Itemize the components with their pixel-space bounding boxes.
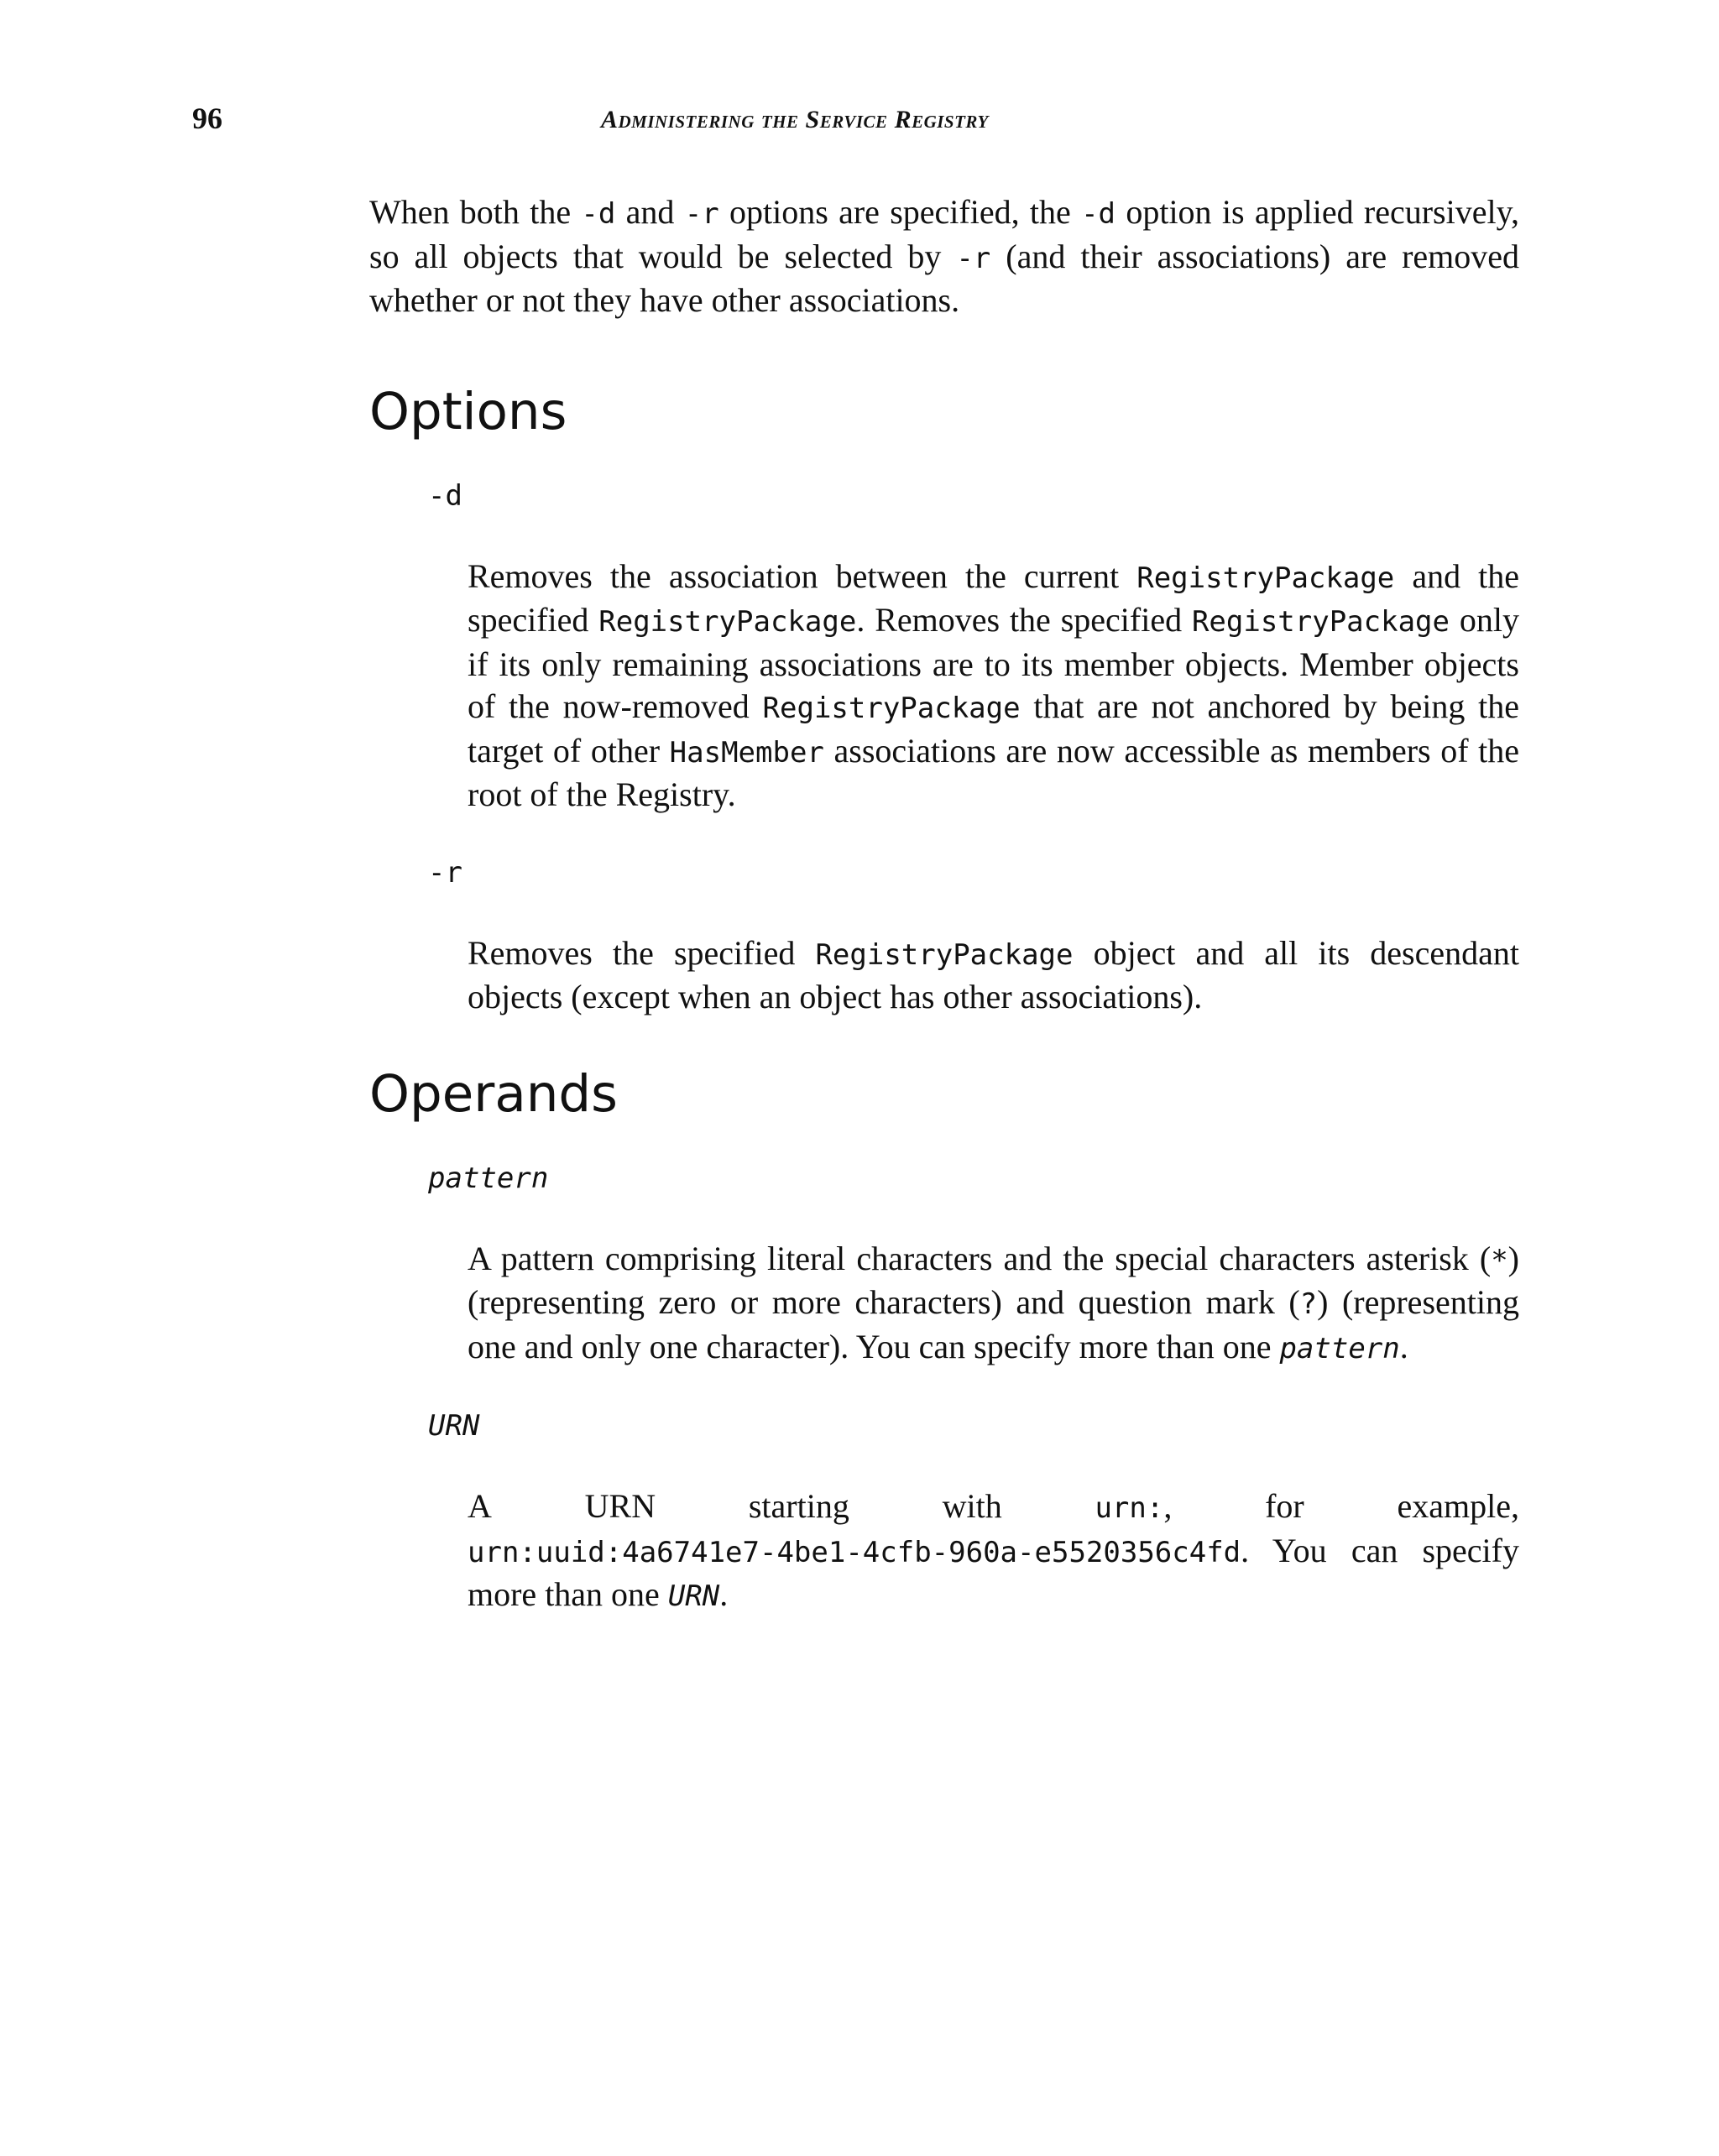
operand-pattern-description (468, 1238, 1519, 1370)
operand-urn-code-example: urn:uuid:4a6741e7-4be1-4cfb-960a-e5520356c4fd (468, 1535, 1241, 1569)
operands-heading: Operands (369, 1063, 618, 1124)
option-r-code-1: RegistryPackage (815, 937, 1074, 972)
option-d-text-6: associations are now accessible as members of the root of the Registry. (468, 731, 1519, 813)
operand-urn-code-prefix: urn: (1095, 1491, 1164, 1525)
operand-urn-word-7: example, (1397, 1487, 1519, 1525)
option-r-text-2: object and all its descendant objects (except when an object has other associations). (468, 933, 1519, 1015)
intro-code-r: -r (684, 197, 719, 231)
operand-urn-word-4: with (942, 1487, 1002, 1525)
operand-urn-word-2: URN (584, 1487, 656, 1525)
operand-urn-line-1 (468, 1485, 1519, 1530)
option-d-description (468, 556, 1519, 817)
operand-urn-word-1: A (468, 1487, 492, 1525)
operand-urn-text-1: . You can specify more than one (468, 1531, 1519, 1613)
option-d-text-3: . Removes the specified (856, 601, 1192, 639)
operand-urn-word-6: for (1265, 1487, 1304, 1525)
option-d-code-2: RegistryPackage (598, 605, 857, 639)
intro-text-3: options are specified, the (718, 193, 1082, 231)
operand-urn-line-2 (468, 1530, 1519, 1618)
operand-urn-term: URN (428, 1409, 480, 1443)
option-d-term: -d (428, 478, 462, 513)
option-d-code-4: RegistryPackage (762, 692, 1021, 725)
operand-pattern-code-asterisk: * (1491, 1243, 1508, 1277)
option-d-code-5: HasMember (669, 735, 824, 770)
operand-urn-text-2: . (719, 1575, 729, 1613)
running-head: Administering the Service Registry (601, 106, 989, 133)
operand-pattern-text-1: A pattern comprising literal characters and the special characters asterisk ( (468, 1239, 1492, 1277)
intro-text-5: (and their associations) are removed whether or not they have other associations. (369, 237, 1520, 319)
options-heading: Options (369, 381, 567, 441)
operand-urn-word-3: starting (748, 1487, 849, 1525)
intro-code-r-2: -r (956, 241, 991, 275)
option-d-code-3: RegistryPackage (1191, 605, 1450, 639)
option-d-text-4: only if its only remaining associations are to its member objects. Member objects of the now-removed (468, 601, 1519, 725)
operand-pattern-text-3: ) (representing one and only one character). You can specify more than one (468, 1283, 1519, 1365)
operand-urn-comma: , (1163, 1487, 1173, 1525)
intro-paragraph (369, 191, 1519, 322)
page-number: 96 (192, 102, 222, 135)
operand-pattern-code-pattern: pattern (1279, 1331, 1400, 1365)
option-d-text-5: that are not anchored by being the target of other (468, 687, 1519, 770)
intro-text-2: and (615, 193, 685, 231)
intro-code-d: -d (581, 197, 616, 231)
intro-code-d-2: -d (1081, 197, 1116, 231)
option-d-text-1: Removes the association between the current (468, 556, 1137, 595)
operand-urn-description (468, 1485, 1519, 1618)
operand-urn-prefix-group (1095, 1485, 1172, 1530)
option-d-code-1: RegistryPackage (1136, 561, 1395, 595)
intro-text-1: When both the (369, 193, 582, 231)
option-r-text-1: Removes the specified (468, 933, 816, 972)
option-r-description (468, 932, 1519, 1019)
page-body (369, 191, 1519, 1618)
operand-pattern-text-4: . (1399, 1327, 1408, 1365)
operand-pattern-term: pattern (428, 1161, 549, 1195)
operand-pattern-text-2: ) (representing zero or more characters) and question mark ( (468, 1239, 1519, 1321)
operand-urn-code-urn: URN (667, 1579, 720, 1613)
option-r-term: -r (428, 855, 462, 890)
option-d-text-2: and the specified (468, 556, 1520, 639)
intro-text-4: option is applied recursively, so all objects that would be selected by (369, 193, 1519, 275)
operand-pattern-code-question: ? (1299, 1287, 1318, 1321)
